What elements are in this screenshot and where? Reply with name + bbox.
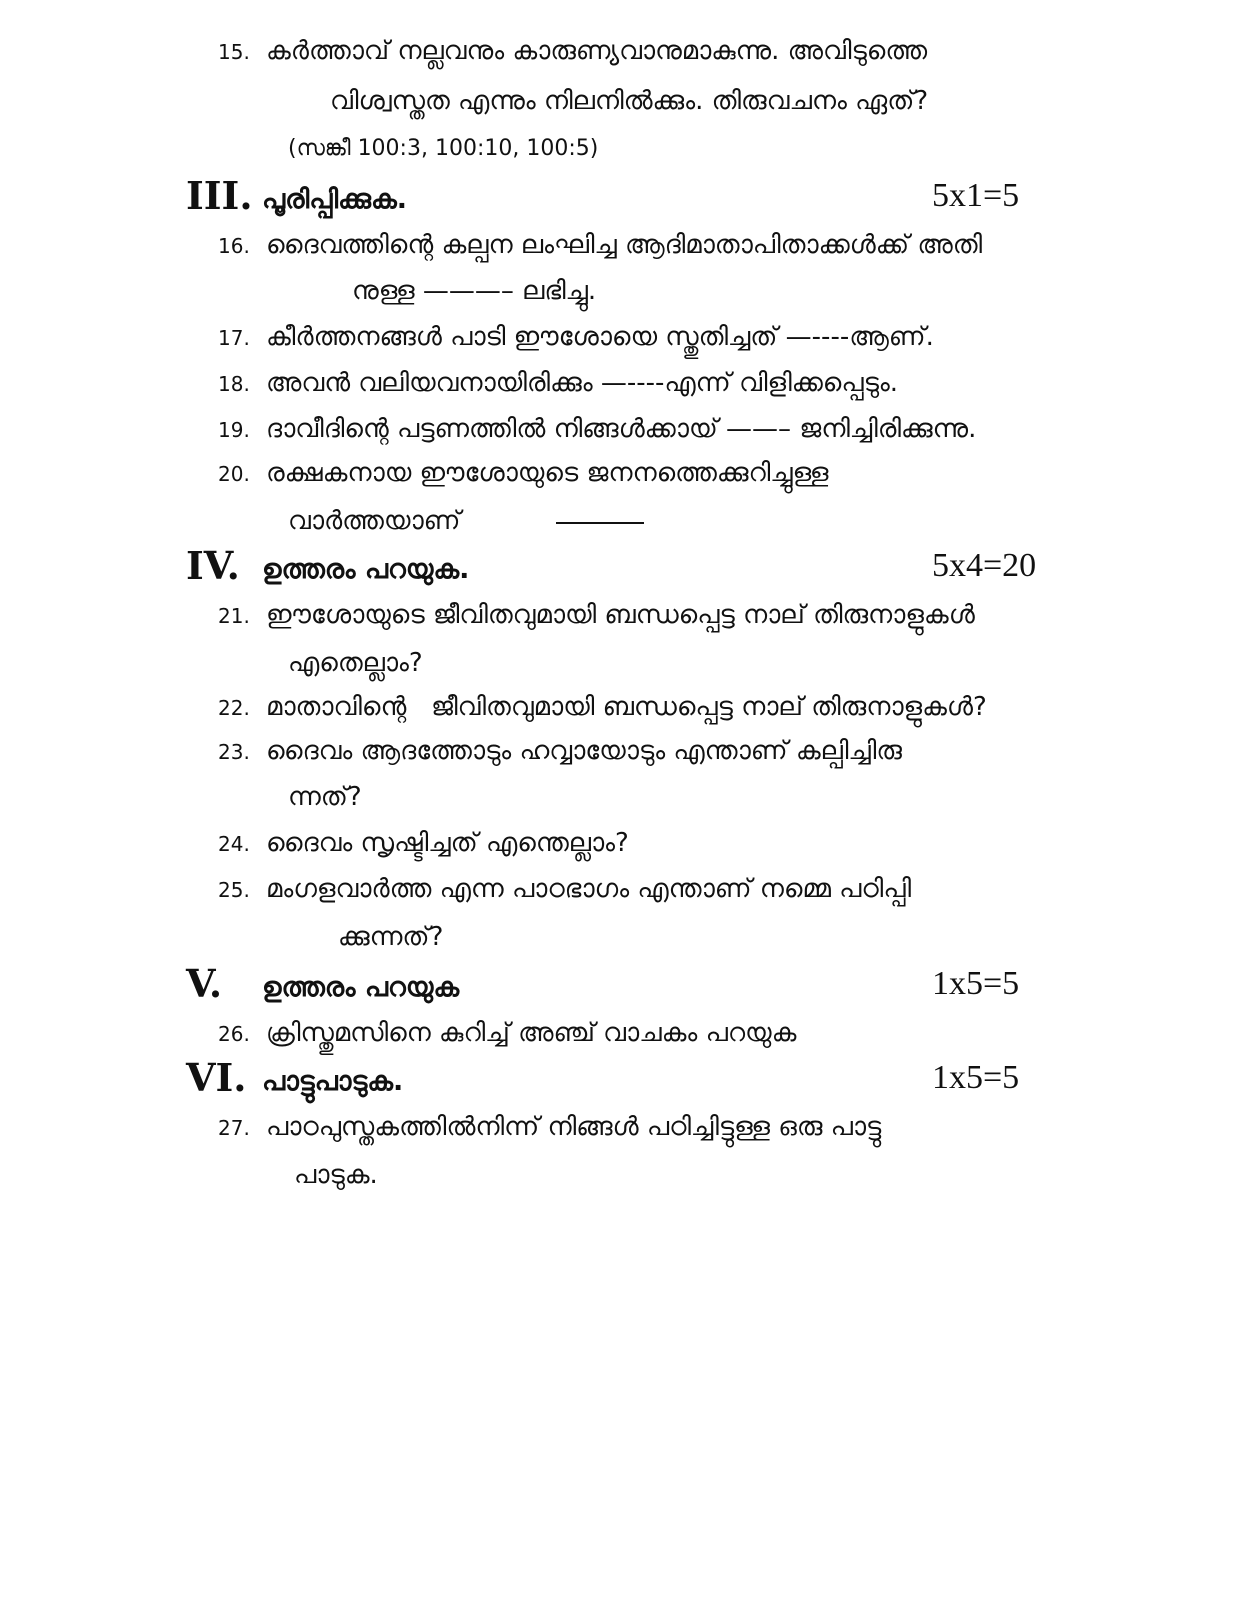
section-4-title: ഉത്തരം പറയുക.: [262, 554, 470, 585]
question-text: ദൈവത്തിന്റെ കല്പന ലംഘിച്ച ആദിമാതാപിതാക്കൾക്ക് അതി: [266, 230, 983, 260]
question-number: 19.: [218, 418, 250, 442]
question-24: [218, 826, 629, 861]
question-26: [218, 1016, 796, 1051]
question-27-line-1: [218, 1110, 881, 1145]
question-19: [218, 412, 976, 447]
section-6-title: പാട്ടുപാടുക.: [262, 1066, 404, 1097]
question-27-line-2: പാടുക.: [294, 1160, 378, 1190]
question-text: ദൈവം സൃഷ്ടിച്ചത് എന്തെല്ലാം?: [266, 828, 629, 858]
question-number: 22.: [218, 696, 250, 720]
question-15-line-1: [218, 34, 927, 69]
question-number: 18.: [218, 372, 250, 396]
question-text: ദൈവം ആദത്തോടും ഹവ്വായോടും എന്താണ് കല്പിച്ചിരു: [266, 736, 902, 766]
question-16-line-1: [218, 228, 982, 263]
section-5-numeral: V.: [186, 961, 223, 1006]
question-text: പാഠപുസ്തകത്തിൽനിന്ന് നിങ്ങൾ പഠിച്ചിട്ടുള്ള ഒരു പാട്ടു: [266, 1112, 882, 1142]
section-6-marks: 1x5=5: [932, 1059, 1020, 1096]
question-number: 24.: [218, 832, 250, 856]
answer-blank: [556, 522, 644, 524]
question-text: മംഗളവാർത്ത എന്ന പാഠഭാഗം എന്താണ് നമ്മെ പഠിപ്പി: [266, 874, 912, 904]
question-number: 16.: [218, 234, 250, 258]
question-17: [218, 320, 934, 355]
question-21-line-2: എതെല്ലാം?: [288, 648, 423, 678]
question-23-line-2: ന്നത്?: [288, 782, 362, 812]
question-21-line-1: [218, 598, 975, 633]
question-text: ഈശോയുടെ ജീവിതവുമായി ബന്ധപ്പെട്ട നാല് തിരുനാളുകൾ: [266, 600, 975, 630]
question-number: 25.: [218, 878, 250, 902]
question-18: [218, 366, 898, 401]
section-5-title: ഉത്തരം പറയുക: [262, 972, 460, 1003]
question-text: കീർത്തനങ്ങൾ പാടി ഈശോയെ സ്തുതിച്ചത് —----ആണ്.: [266, 322, 934, 352]
question-15-line-2: വിശ്വസ്തത എന്നും നിലനിൽക്കും. തിരുവചനം ഏത്?: [330, 86, 929, 116]
question-25-line-2: ക്കുന്നത്?: [338, 922, 444, 952]
section-4-marks: 5x4=20: [932, 547, 1037, 584]
question-20-line-2: വാർത്തയാണ്: [288, 506, 461, 536]
question-22: [218, 690, 987, 725]
question-text: കർത്താവ് നല്ലവനും കാരുണ്യവാനുമാകുന്നു. അവിടുത്തെ: [266, 36, 928, 66]
question-text: മാതാവിന്റെ ജീവിതവുമായി ബന്ധപ്പെട്ട നാല് തിരുനാളുകൾ?: [266, 692, 987, 722]
section-4-numeral: IV.: [186, 543, 240, 588]
question-15-options: (സങ്കീ 100:3, 100:10, 100:5): [288, 136, 599, 161]
question-16-line-2: നുള്ള ———– ലഭിച്ചു.: [352, 276, 597, 306]
section-3-marks: 5x1=5: [932, 177, 1020, 214]
question-number: 27.: [218, 1116, 250, 1140]
question-number: 15.: [218, 40, 250, 64]
question-number: 23.: [218, 740, 250, 764]
question-text: ക്രിസ്തുമസിനെ കുറിച്ച് അഞ്ച് വാചകം പറയുക: [266, 1018, 797, 1048]
question-20-line-1: [218, 456, 828, 491]
section-5-marks: 1x5=5: [932, 965, 1020, 1002]
question-text: അവൻ വലിയവനായിരിക്കും —----എന്ന് വിളിക്കപ്പെടും.: [266, 368, 899, 398]
question-text: ദാവീദിന്റെ പട്ടണത്തിൽ നിങ്ങൾക്കായ് ——– ജനിച്ചിരിക്കുന്നു.: [266, 414, 977, 444]
question-text: രക്ഷകനായ ഈശോയുടെ ജനനത്തെക്കുറിച്ചുള്ള: [266, 458, 829, 488]
section-6-numeral: VI.: [186, 1055, 247, 1100]
section-3-numeral: III.: [186, 173, 253, 218]
question-number: 21.: [218, 604, 250, 628]
section-3-title: പൂരിപ്പിക്കുക.: [262, 184, 408, 215]
question-23-line-1: [218, 734, 902, 769]
question-number: 26.: [218, 1022, 250, 1046]
question-number: 17.: [218, 326, 250, 350]
question-number: 20.: [218, 462, 250, 486]
question-25-line-1: [218, 872, 911, 907]
